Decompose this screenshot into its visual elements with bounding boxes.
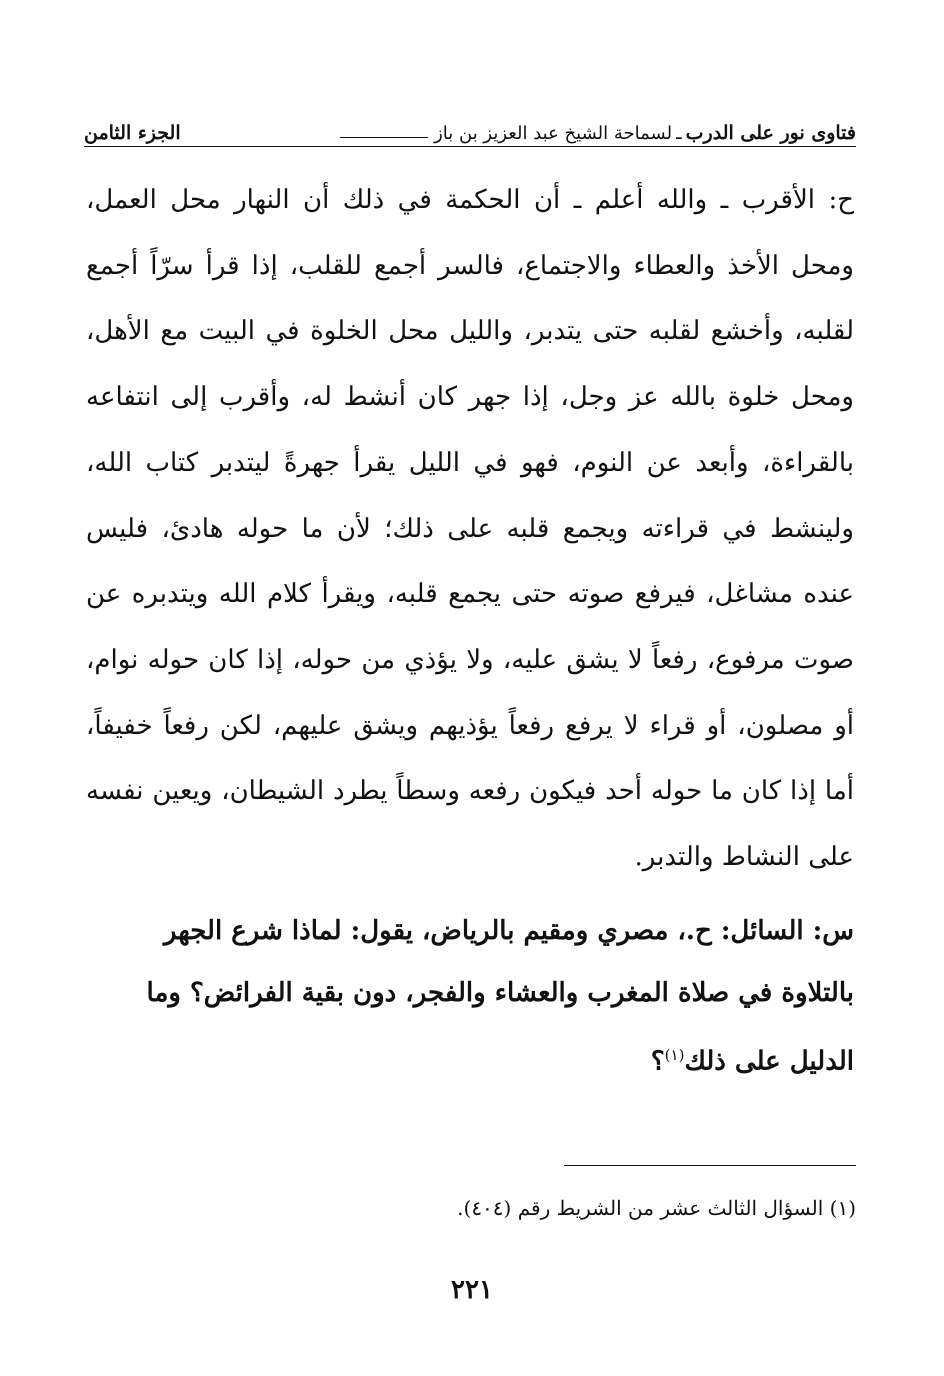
question-end: ؟ bbox=[650, 1046, 665, 1077]
header-rule bbox=[340, 137, 428, 138]
footnote: (١) السؤال الثالث عشر من الشريط رقم (٤٠٤). bbox=[457, 1196, 856, 1220]
answer-text bbox=[86, 168, 854, 891]
page-number: ٢٢١ bbox=[451, 1275, 493, 1305]
header-divider bbox=[84, 146, 856, 147]
header-separator: ـ bbox=[676, 122, 682, 144]
volume-label: الجزء الثامن bbox=[84, 122, 181, 144]
running-header bbox=[84, 108, 856, 144]
question-text: س: السائل: ح.، مصري ومقيم بالرياض، يقول: لماذا شرع الجهر بالتلاوة في صلاة المغرب والعشاء والفجر، دون بقية الفرائض؟ وما الدليل على ذلك bbox=[146, 916, 854, 1077]
question-block bbox=[96, 900, 854, 1093]
question-paragraph bbox=[96, 900, 854, 1093]
footnote-divider bbox=[564, 1165, 856, 1166]
book-title: فتاوى نور على الدرب bbox=[685, 122, 856, 144]
answer-paragraph: ح: الأقرب ـ والله أعلم ـ أن الحكمة في ذلك أن النهار محل العمل، ومحل الأخذ والعطاء والاجتماع، فالسر أجمع للقلب، إذا قرأ سرّاً أجمع لقلبه، وأخشع لقلبه حتى يتدبر، والليل محل الخلوة في البيت مع الأهل، ومحل خلوة بالله عز وجل، إذا جهر كان أنشط له، وأقرب إلى انتفاعه بالقراءة، وأبعد عن النوم، فهو في الليل يقرأ جهرةً ليتدبر كتاب الله، ولينشط في قراءته ويجمع قلبه على ذلك؛ لأن ما حوله هادئ، فليس عنده مشاغل، فيرفع صوته حتى يجمع قلبه، ويقرأ كلام الله ويتدبره عن صوت مرفوع، رفعاً لا يشق عليه، ولا يؤذي من حوله، إذا كان حوله نوام، أو مصلون، أو قراء لا يرفع رفعاً يؤذيهم ويشق عليهم، لكن رفعاً خفيفاً، أما إذا كان ما حوله أحد فيكون رفعه وسطاً يطرد الشيطان، ويعين نفسه على النشاط والتدبر. bbox=[86, 185, 854, 873]
header-right bbox=[334, 122, 856, 144]
footnote-reference: (١) bbox=[664, 1046, 685, 1064]
author-name: لسماحة الشيخ عبد العزيز بن باز bbox=[434, 123, 673, 144]
